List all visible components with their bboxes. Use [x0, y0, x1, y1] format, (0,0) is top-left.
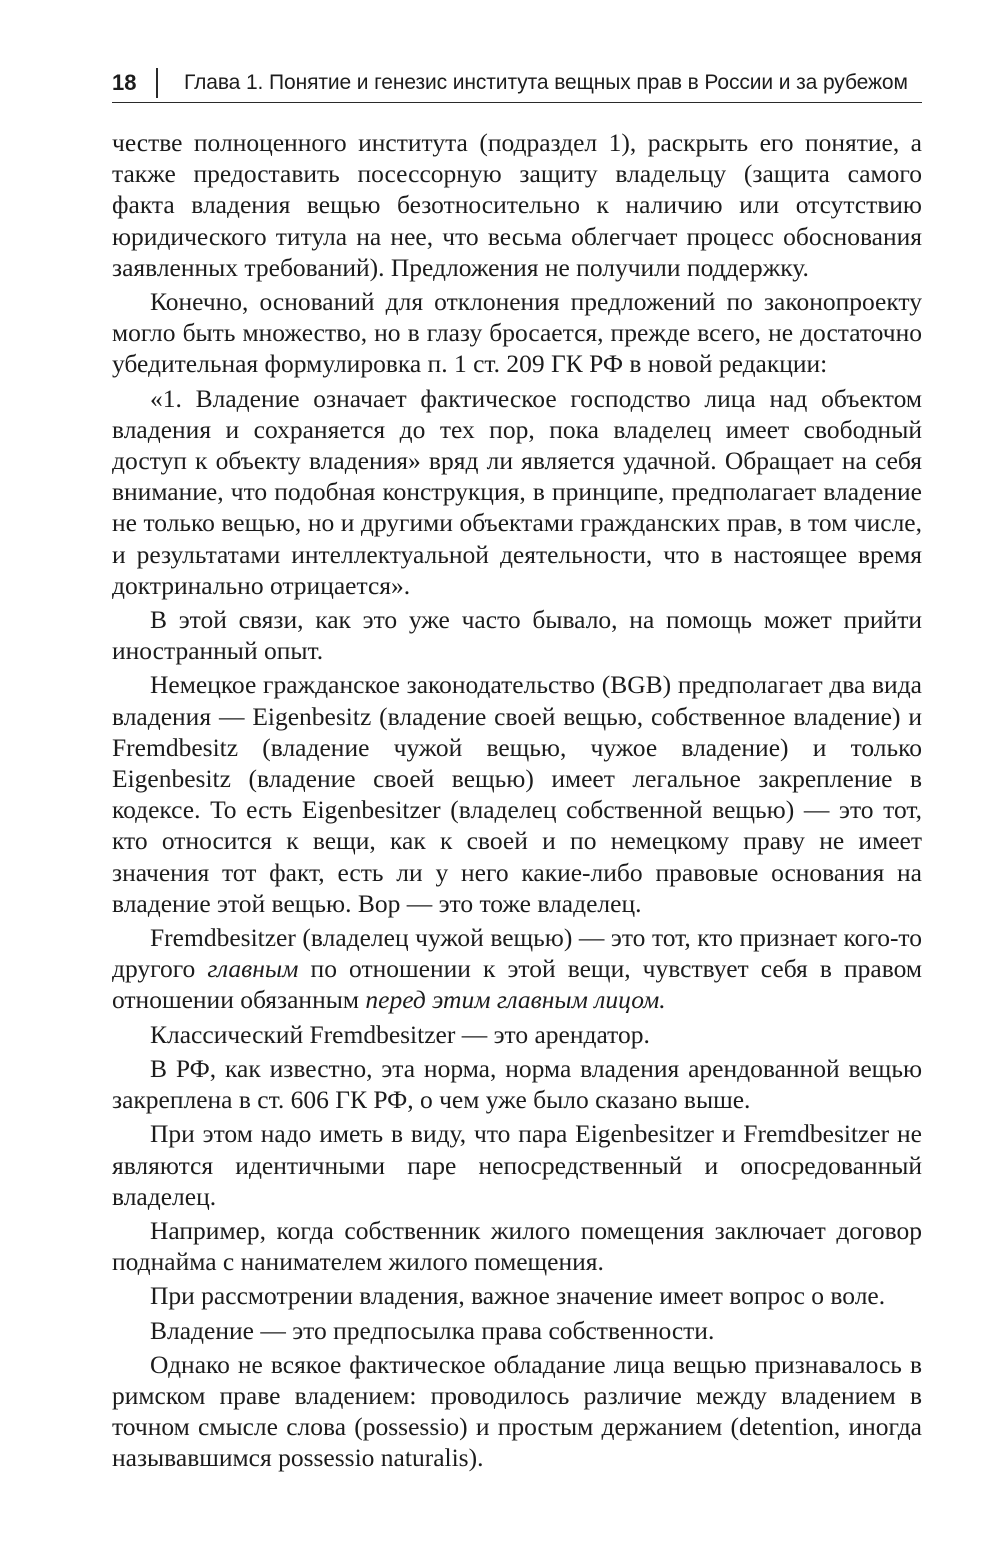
paragraph: Конечно, оснований для отклонения предложений по законопроекту могло быть множество, но в глазу бросается, прежде всего, не достаточно убедительная формулировка п. 1 ст. 209 ГК РФ в новой редакции: — [112, 287, 922, 379]
paragraph: Немецкое гражданское законодательство (BGB) предполагает два вида владения — Eigenbesitz (владение своей вещью, собственное владение) и Fremdbesitz (владение чужой вещью, чужое владение) и только Eigenbesitz (владение своей вещью) имеет легальное закрепление в кодексе. То есть Eigenbesitzer (владелец собственной вещью) — это тот, кто относится к вещи, как к своей и по немецкому праву не имеет значения тот факт, есть ли у него какие-либо правовые основания на владение этой вещью. Вор — это тоже владелец. — [112, 670, 922, 918]
paragraph: В РФ, как известно, эта норма, норма владения арендованной вещью закреплена в ст. 606 ГК РФ, о чем уже было сказано выше. — [112, 1053, 922, 1115]
paragraph: Однако не всякое фактическое обладание лица вещью признавалось в римском праве владением: проводилось различие между владением в точном смысле слова (possessio) и простым держанием (detention, иногда называвшимся possessio naturalis). — [112, 1349, 922, 1473]
paragraph: Например, когда собственник жилого помещения заключает договор поднайма с нанимателем жилого помещения. — [112, 1215, 922, 1277]
paragraph: В этой связи, как это уже часто бывало, на помощь может прийти иностранный опыт. — [112, 605, 922, 666]
emphasis-text: перед этим главным лицом. — [365, 985, 666, 1015]
paragraph: При рассмотрении владения, важное значение имеет вопрос о воле. — [150, 1281, 886, 1311]
chapter-title: Глава 1. Понятие и генезис института вещных прав в России и за рубежом — [184, 71, 908, 94]
paragraph-text-part: по отношении к этой вещи, чувствует себя в правом отношении обязанным — [112, 954, 922, 1015]
paragraph-quote: «1. Владение означает фактическое господство лица над объектом владения и сохраняется до тех пор, пока владелец имеет свободный доступ к объекту владения» вряд ли является удачной. Обращает на себя внимание, что подобная конструкция, в принципе, предполагает владение не только вещью, но и другими объектами гражданских прав, в том числе, и результатами интеллектуальной деятельности, что в настоящее время доктринально отрицается». — [112, 383, 922, 600]
header-separator — [156, 68, 158, 98]
paragraph: Владение — это предпосылка права собственности. — [150, 1315, 715, 1345]
running-header — [112, 64, 922, 103]
paragraph: Классический Fremdbesitzer — это арендатор. — [150, 1019, 650, 1049]
page-number: 18 — [112, 70, 137, 95]
paragraph-continuation: честве полноценного института (подраздел 1), раскрыть его понятие, а также предоставить посессорную защиту владельцу (защита самого факта владения вещью безотносительно к наличию или отсутствию юридического титула на нее, что весьма облегчает процесс обоснования заявленных требований). Предложения не получили поддержку. — [112, 128, 922, 282]
paragraph-with-emphasis — [112, 922, 922, 1016]
paragraph: При этом надо иметь в виду, что пара Eigenbesitzer и Fremdbesitzer не являются идентичными паре непосредственный и опосредованный владелец. — [112, 1119, 922, 1211]
paragraph-text-part: Fremdbesitzer (владелец чужой вещью) — это тот, кто признает кого-то другого — [112, 923, 922, 984]
emphasis-text: главным — [207, 954, 299, 984]
page-body — [112, 127, 922, 1477]
